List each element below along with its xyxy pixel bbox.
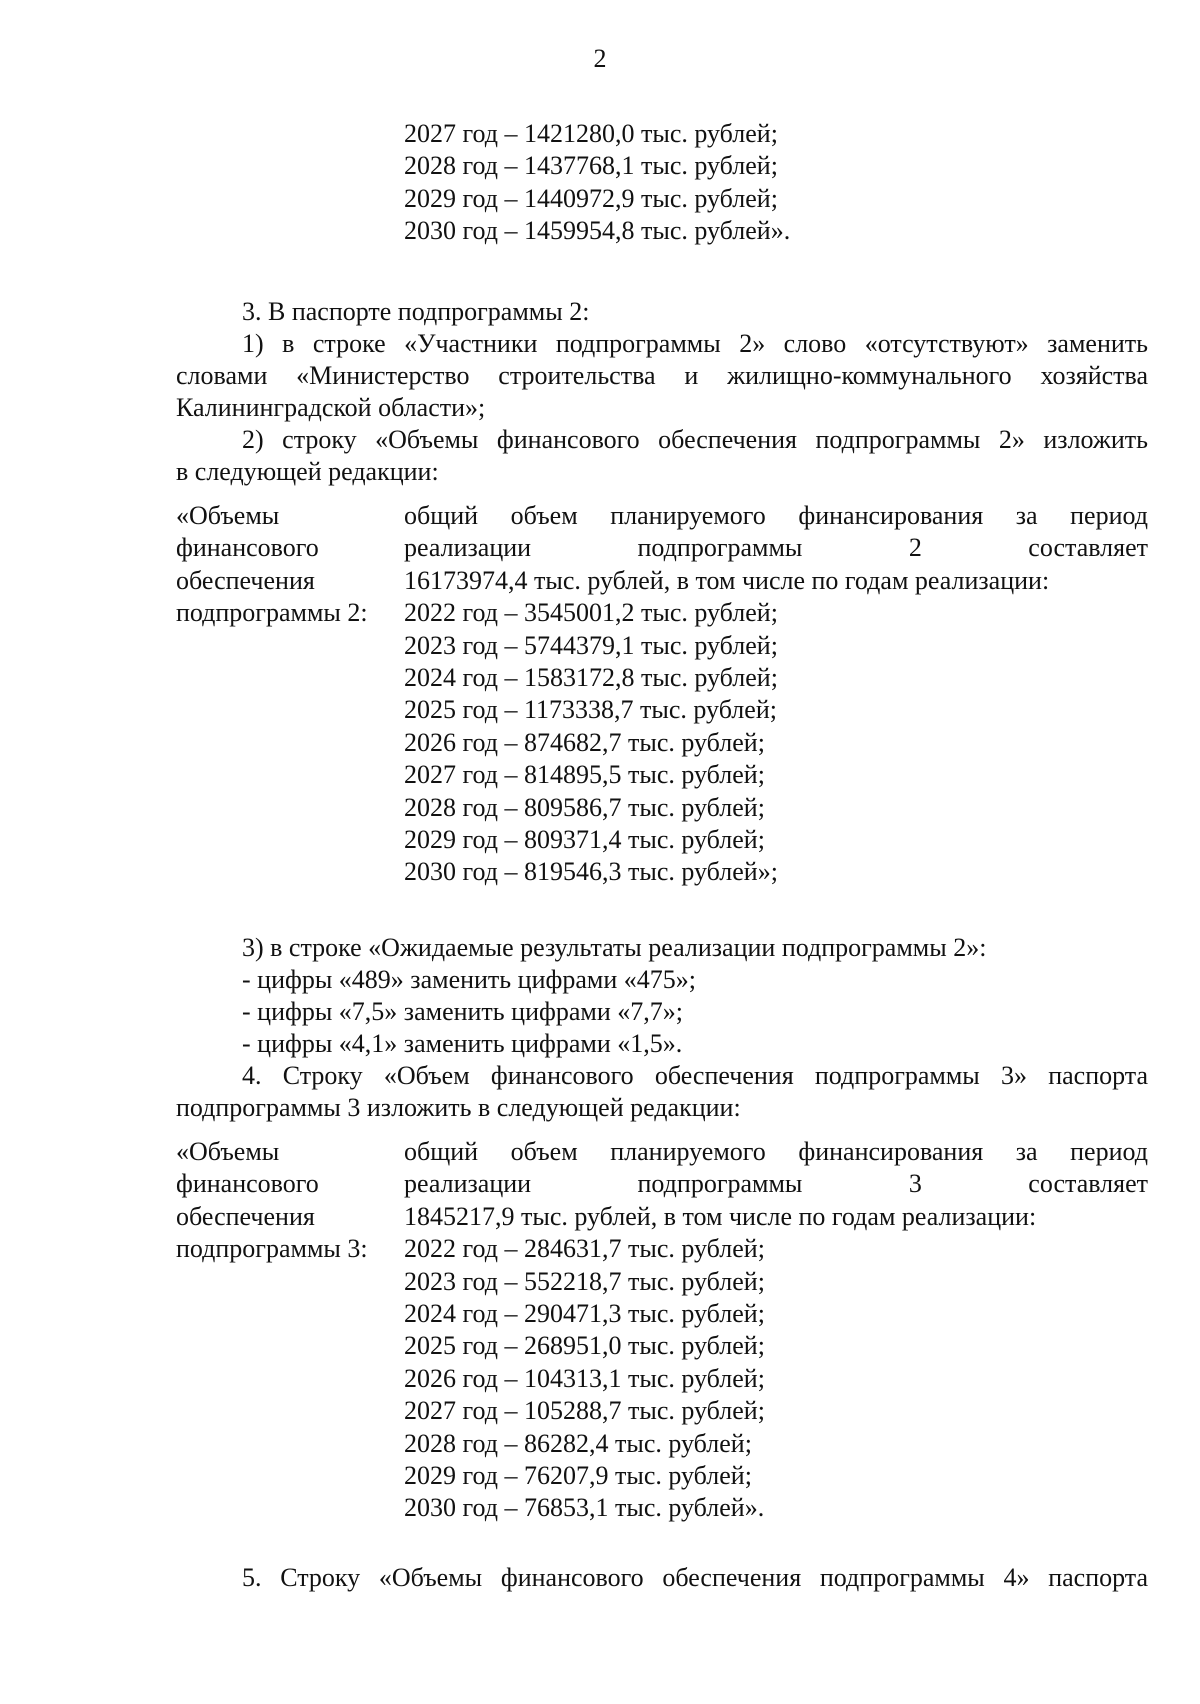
year-line: 2028 год – 86282,4 тыс. рублей; (404, 1428, 752, 1458)
year-line: 2023 год – 552218,7 тыс. рублей; (404, 1266, 765, 1296)
label-line: финансового (176, 1169, 319, 1199)
section-3-item-3-bullet: - цифры «4,1» заменить цифрами «1,5». (242, 1029, 683, 1058)
year-line: 2024 год – 290471,3 тыс. рублей; (404, 1298, 765, 1328)
section-3-item-3-bullet: - цифры «7,5» заменить цифрами «7,7»; (242, 997, 683, 1026)
subprogram-3-funding-values (404, 1136, 1148, 1525)
year-line: 2025 год – 268951,0 тыс. рублей; (404, 1331, 765, 1361)
year-line: 2027 год – 814895,5 тыс. рублей; (404, 760, 765, 790)
section-3-item-3-bullet: - цифры «489» заменить цифрами «475»; (242, 965, 696, 994)
section-3-item-3-line-1: 3) в строке «Ожидаемые результаты реализации подпрограммы 2»: (242, 933, 987, 962)
year-line: 2028 год – 809586,7 тыс. рублей; (404, 792, 765, 822)
year-line: 2022 год – 3545001,2 тыс. рублей; (404, 598, 778, 628)
section-5-line-1: 5. Строку «Объемы финансового обеспечения подпрограммы 4» паспорта (242, 1563, 1148, 1592)
section-4-line-2: подпрограммы 3 изложить в следующей редакции: (176, 1093, 741, 1122)
section-4-line-1: 4. Строку «Объем финансового обеспечения подпрограммы 3» паспорта (242, 1061, 1148, 1090)
label-line: обеспечения (176, 565, 315, 595)
funding-intro-line-2: реализации подпрограммы 2 составляет (404, 533, 1148, 563)
section-3-item-2-line-1: 2) строку «Объемы финансового обеспечения подпрограммы 2» изложить (242, 425, 1148, 454)
year-line: 2023 год – 5744379,1 тыс. рублей; (404, 630, 778, 660)
label-line: обеспечения (176, 1201, 315, 1231)
subprogram-2-funding-label (176, 500, 368, 630)
label-line: финансового (176, 533, 319, 563)
label-line: подпрограммы 3: (176, 1234, 368, 1264)
year-line: 2027 год – 105288,7 тыс. рублей; (404, 1396, 765, 1426)
year-line: 2024 год – 1583172,8 тыс. рублей; (404, 662, 778, 692)
year-line: 2029 год – 809371,4 тыс. рублей; (404, 824, 765, 854)
year-line: 2028 год – 1437768,1 тыс. рублей; (404, 151, 778, 181)
year-line: 2025 год – 1173338,7 тыс. рублей; (404, 695, 777, 725)
section-3-item-1-line-2: словами «Министерство строительства и жилищно-коммунального хозяйства (176, 361, 1148, 390)
year-line: 2030 год – 76853,1 тыс. рублей». (404, 1493, 765, 1523)
section-3-item-1-line-3: Калининградской области»; (176, 393, 486, 422)
funding-intro-line-1: общий объем планируемого финансирования за период (404, 501, 1148, 530)
subprogram-3-funding-label (176, 1136, 368, 1266)
funding-intro-line-2: реализации подпрограммы 3 составляет (404, 1169, 1148, 1199)
year-line: 2026 год – 104313,1 тыс. рублей; (404, 1363, 765, 1393)
year-line: 2029 год – 1440972,9 тыс. рублей; (404, 183, 778, 213)
top-year-list (404, 118, 790, 248)
label-line: «Объемы (176, 501, 280, 530)
year-line: 2030 год – 819546,3 тыс. рублей»; (404, 857, 778, 887)
label-line: «Объемы (176, 1137, 280, 1166)
section-3-item-1-line-1: 1) в строке «Участники подпрограммы 2» слово «отсутствуют» заменить (242, 329, 1148, 358)
year-line: 2022 год – 284631,7 тыс. рублей; (404, 1234, 765, 1264)
year-line: 2029 год – 76207,9 тыс. рублей; (404, 1460, 752, 1490)
label-line: подпрограммы 2: (176, 598, 368, 628)
subprogram-2-funding-values (404, 500, 1148, 889)
year-line: 2030 год – 1459954,8 тыс. рублей». (404, 216, 791, 246)
year-line: 2027 год – 1421280,0 тыс. рублей; (404, 119, 778, 148)
funding-intro-line-3: 1845217,9 тыс. рублей, в том числе по годам реализации: (404, 1201, 1037, 1231)
section-3-heading: 3. В паспорте подпрограммы 2: (242, 297, 590, 326)
section-3-item-2-line-2: в следующей редакции: (176, 457, 439, 486)
page-number: 2 (593, 44, 607, 73)
funding-intro-line-1: общий объем планируемого финансирования за период (404, 1137, 1148, 1166)
funding-intro-line-3: 16173974,4 тыс. рублей, в том числе по годам реализации: (404, 565, 1050, 595)
year-line: 2026 год – 874682,7 тыс. рублей; (404, 727, 765, 757)
